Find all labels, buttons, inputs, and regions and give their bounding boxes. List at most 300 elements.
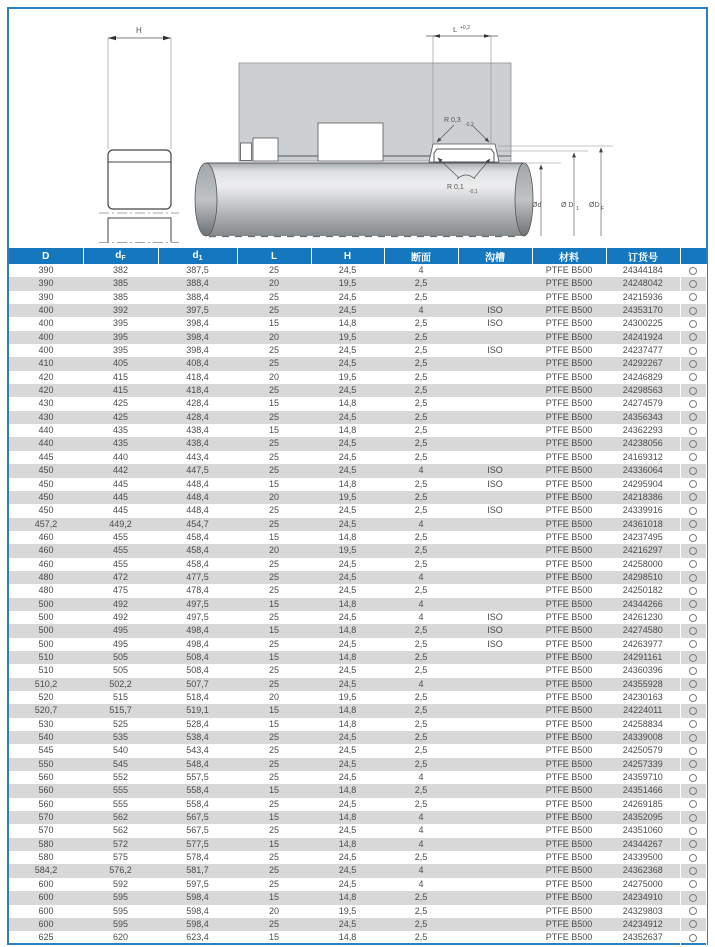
cell: 510 [9,651,83,664]
availability-cell [680,317,706,330]
cell: 24298563 [606,384,680,397]
availability-circle-icon [689,614,697,622]
cell: PTFE B500 [532,571,606,584]
table-row [9,357,706,370]
cell: 2,5 [414,932,428,943]
cell: 14,8 [311,838,384,851]
availability-cell [680,411,706,424]
table-row [9,851,706,864]
cell: PTFE B500 [532,864,606,877]
cell: 24269185 [622,798,663,809]
cell: 477,5 [158,571,237,584]
availability-cell [680,344,706,357]
cell: 625 [38,932,54,943]
seal-drawing-svg [9,9,706,248]
cell: 392 [83,304,158,317]
cell: 598,4 [186,905,209,916]
dim-l-label: L [453,25,458,34]
cell: 415 [112,371,129,382]
table-row [9,291,706,304]
cell: 25 [237,731,311,744]
cell: 2,5 [384,437,458,450]
table-row [9,931,706,944]
cell [458,824,532,837]
cell: 4 [384,678,458,691]
cell: 2,5 [414,318,428,329]
availability-circle-icon [689,574,697,582]
cell: PTFE B500 [545,905,593,916]
cell: 24,5 [311,864,384,877]
cell: 15 [268,318,279,329]
table-row [9,651,706,664]
dim-arrow-left [108,36,116,40]
column-header-5: 断面 [384,248,458,264]
dim-h-label: H [136,26,142,35]
column-header-0: D [9,248,83,264]
availability-circle-icon [689,840,697,848]
availability-circle-icon [689,640,697,648]
cell: PTFE B500 [532,731,606,744]
cell: 560 [9,784,83,797]
availability-cell [680,811,706,824]
availability-circle-icon [689,600,697,608]
cell: 450 [38,478,54,489]
cell: 19,5 [338,905,357,916]
cell: 14,8 [338,932,357,943]
cell: PTFE B500 [545,878,593,889]
cell: 387,5 [186,265,209,275]
cell: 24,5 [311,518,384,531]
dim-l-tolerance: +0,2 [460,25,470,31]
cell: 14,8 [311,598,384,611]
cell: 382 [112,265,129,275]
cell: PTFE B500 [532,331,606,344]
table-row [9,451,706,464]
cell: 4 [384,304,458,317]
cell: 2,5 [414,451,428,462]
table-row [9,838,706,851]
cell: 4 [384,464,458,477]
cell: 25 [237,864,311,877]
table-row [9,638,706,651]
cell: PTFE B500 [532,491,606,504]
cell [458,798,532,811]
cell [458,357,532,370]
cell: 24250182 [622,585,663,596]
cell: 578,4 [186,852,209,863]
availability-cell [680,571,706,584]
table-row [9,878,706,891]
cell: 478,4 [186,585,209,596]
cell: 4 [384,518,458,531]
cell: 15 [237,811,311,824]
availability-cell [680,851,706,864]
cell: 449,2 [83,518,158,531]
cell: 455 [112,531,129,542]
cell: 418,4 [158,384,237,397]
cell: 598,4 [158,891,237,904]
cell: 600 [38,905,54,916]
cell: 24,5 [311,384,384,397]
cell: PTFE B500 [545,505,593,516]
cell: 450 [9,491,83,504]
availability-cell [680,304,706,317]
cell: 25 [268,585,279,596]
cell: ISO [458,304,532,317]
cell: ISO [487,318,503,329]
availability-circle-icon [689,587,697,595]
availability-cell [680,611,706,624]
cell: 552 [112,772,129,783]
column-header-9 [680,248,706,264]
cell: 438,4 [158,437,237,450]
cell: 20 [268,905,279,916]
cell: PTFE B500 [545,558,593,569]
cell: 558,4 [158,784,237,797]
cell: 540 [112,745,129,756]
cell: 420 [9,384,83,397]
cell: 2,5 [384,331,458,344]
cell: 25 [268,505,279,516]
cell: 15 [268,398,279,409]
column-header-4: H [311,248,384,264]
cell: PTFE B500 [545,825,593,836]
cell: 24246829 [622,371,663,382]
cell: 570 [9,811,83,824]
cell: ISO [487,505,503,516]
cell: 15 [237,891,311,904]
availability-circle-icon [689,920,697,928]
cell [458,264,532,277]
cell: 460 [38,531,54,542]
cell: 440 [38,425,54,436]
availability-circle-icon [689,493,697,501]
cell: 2,5 [384,411,458,424]
cell: 505 [112,665,129,676]
availability-cell [680,918,706,931]
cell: ISO [487,611,503,622]
cell: 24295904 [622,478,663,489]
availability-circle-icon [689,267,697,275]
cell: 25 [237,357,311,370]
cell [458,571,532,584]
cell [458,811,532,824]
availability-cell [680,824,706,837]
cell: 448,4 [186,505,209,516]
cell: 425 [112,398,129,409]
cell: 19,5 [311,277,384,290]
cell: 492 [83,598,158,611]
availability-cell [680,905,706,918]
cell: 535 [83,731,158,744]
cell: 560 [38,772,54,783]
cell: 2,5 [384,651,458,664]
cell: 548,4 [158,758,237,771]
cell: 4 [384,811,458,824]
cell: 25 [237,571,311,584]
table-row [9,611,706,624]
cell [458,664,532,677]
cell: 623,4 [186,932,209,943]
availability-circle-icon [689,333,697,341]
cell: 390 [38,265,54,275]
cell: 480 [9,571,83,584]
cell: PTFE B500 [545,852,593,863]
cell: 2,5 [414,531,428,542]
cell [458,371,532,384]
cell: PTFE B500 [532,518,606,531]
column-header-7: 材料 [532,248,606,264]
cell: 492 [112,611,129,622]
cell: 472 [83,571,158,584]
availability-cell [680,397,706,410]
cell: 558,4 [186,798,209,809]
table-row [9,371,706,384]
availability-circle-icon [689,307,697,315]
cell: 14,8 [311,891,384,904]
cell: 430 [38,398,54,409]
availability-cell [680,891,706,904]
availability-cell [680,451,706,464]
cell: 443,4 [186,451,209,462]
table-row [9,424,706,437]
cell: 4 [418,265,424,275]
table-row [9,905,706,918]
cell [458,437,532,450]
cell: 450 [9,464,83,477]
cell: 14,8 [338,531,357,542]
cell: 24339008 [606,731,680,744]
cell [458,744,532,757]
cell: 20 [268,371,279,382]
dimension-table [9,248,707,945]
availability-circle-icon [689,547,697,555]
availability-circle-icon [689,667,697,675]
cell: 580 [38,852,54,863]
cell: 25 [268,825,279,836]
cell: ISO [487,638,503,649]
cell [458,678,532,691]
cell [458,931,532,944]
cell: 458,4 [158,544,237,557]
cell: 24215936 [622,291,663,302]
cell: 25 [237,384,311,397]
cell: PTFE B500 [545,318,593,329]
table-row [9,864,706,877]
dia-d1-sub: 1 [576,206,579,212]
cell: 24,5 [311,304,384,317]
cell [458,531,532,544]
availability-circle-icon [689,480,697,488]
cell: PTFE B500 [532,811,606,824]
cell: 25 [268,451,279,462]
availability-circle-icon [689,560,697,568]
cell [458,905,532,918]
table-row [9,798,706,811]
cell [458,424,532,437]
availability-circle-icon [689,707,697,715]
availability-cell [680,771,706,784]
cell: 25 [237,304,311,317]
table-body [9,264,706,945]
cell: 24355928 [606,678,680,691]
cell: 24263977 [622,638,663,649]
cell: 15 [237,784,311,797]
availability-cell [680,758,706,771]
availability-circle-icon [689,467,697,475]
table-row [9,277,706,290]
cell: 2,5 [384,731,458,744]
cell [458,838,532,851]
availability-cell [680,491,706,504]
page-frame [7,7,708,945]
cell: 24,5 [338,451,357,462]
availability-cell [680,784,706,797]
availability-circle-icon [689,347,697,355]
cell: 600 [9,891,83,904]
cell: 545 [83,758,158,771]
cell: 14,8 [311,624,384,637]
cell: 445 [38,451,54,462]
cell: 20 [237,491,311,504]
cell: 24,5 [338,505,357,516]
cell: 15 [268,932,279,943]
availability-cell [680,638,706,651]
cell: 495 [83,624,158,637]
dim-arrow-right [163,36,171,40]
cell: 2,5 [414,425,428,436]
dia-df-label: ØD [589,202,600,209]
cell [458,411,532,424]
cell: 395 [83,331,158,344]
cell [458,331,532,344]
cell: ISO [458,624,532,637]
cell: PTFE B500 [545,291,593,302]
table-row [9,331,706,344]
header-row [9,248,706,264]
cell: 4 [418,772,424,783]
cell: 2,5 [384,758,458,771]
cell: 24291161 [606,651,680,664]
cell: 2,5 [384,277,458,290]
cell [458,771,532,784]
column-header-2: $d_1$ [158,248,237,264]
cell: 420 [38,371,54,382]
table-row [9,264,706,277]
cell: 20 [268,692,279,702]
cell [458,291,532,304]
cell: PTFE B500 [545,451,593,462]
cell: 25 [268,798,279,809]
availability-cell [680,584,706,597]
cell: 505 [83,651,158,664]
cell: 24344184 [622,265,663,275]
availability-circle-icon [689,907,697,915]
cell: 397,5 [158,304,237,317]
cell: 24248042 [606,277,680,290]
cell: 24250579 [622,745,663,756]
cell: PTFE B500 [545,371,593,382]
cell: 2,5 [384,918,458,931]
cell: 540 [9,731,83,744]
cell: 398,4 [186,318,209,329]
cell: 24352637 [622,932,663,943]
table-row [9,891,706,904]
cell: 24,5 [338,345,357,356]
cell: 562 [112,825,129,836]
cell: 25 [237,464,311,477]
availability-circle-icon [689,800,697,808]
cell: 24,5 [338,878,357,889]
cell: 15 [268,478,279,489]
availability-circle-icon [689,787,697,795]
availability-cell [680,464,706,477]
cell: 435 [83,437,158,450]
shaft [206,163,524,236]
availability-circle-icon [689,320,697,328]
table-row [9,784,706,797]
cell: 428,4 [186,398,209,409]
cell: 25 [237,437,311,450]
availability-cell [680,558,706,571]
cell: 14,8 [311,811,384,824]
cell: 14,8 [338,425,357,436]
availability-cell [680,878,706,891]
dia-d-label: Ød [532,202,542,209]
cell: 2,5 [414,345,428,356]
dia-df-sub: F [601,206,605,212]
table-row [9,558,706,571]
cell: 19,5 [311,331,384,344]
cell: 25 [237,678,311,691]
cell: PTFE B500 [532,464,606,477]
cell: PTFE B500 [532,784,606,797]
cell: 15 [237,838,311,851]
cell: 500 [38,611,54,622]
cell: 560 [38,798,54,809]
cell: 557,5 [186,772,209,783]
cell: 24,5 [338,265,357,275]
cell: PTFE B500 [545,665,593,676]
cell: 24,5 [338,558,357,569]
cell: 24344267 [606,838,680,851]
cell: 24258834 [622,718,663,729]
availability-cell [680,798,706,811]
cell: 25 [268,878,279,889]
table-row [9,464,706,477]
cell: 2,5 [384,891,458,904]
table-row [9,571,706,584]
cell: 507,7 [158,678,237,691]
cell: 24230163 [622,692,663,702]
cell: 390 [38,291,54,302]
cell: 457,2 [9,518,83,531]
cell: 25 [268,265,279,275]
table-row [9,744,706,757]
cell: PTFE B500 [532,704,606,717]
cell: 400 [9,331,83,344]
table-row [9,531,706,544]
cell: 14,8 [338,478,357,489]
cell: 400 [38,318,54,329]
cell: 502,2 [83,678,158,691]
cell: PTFE B500 [545,718,593,729]
cell: 595 [83,891,158,904]
cell: 19,5 [338,692,357,702]
cell: PTFE B500 [532,277,606,290]
cell: 20 [237,331,311,344]
cell: 24234910 [606,891,680,904]
